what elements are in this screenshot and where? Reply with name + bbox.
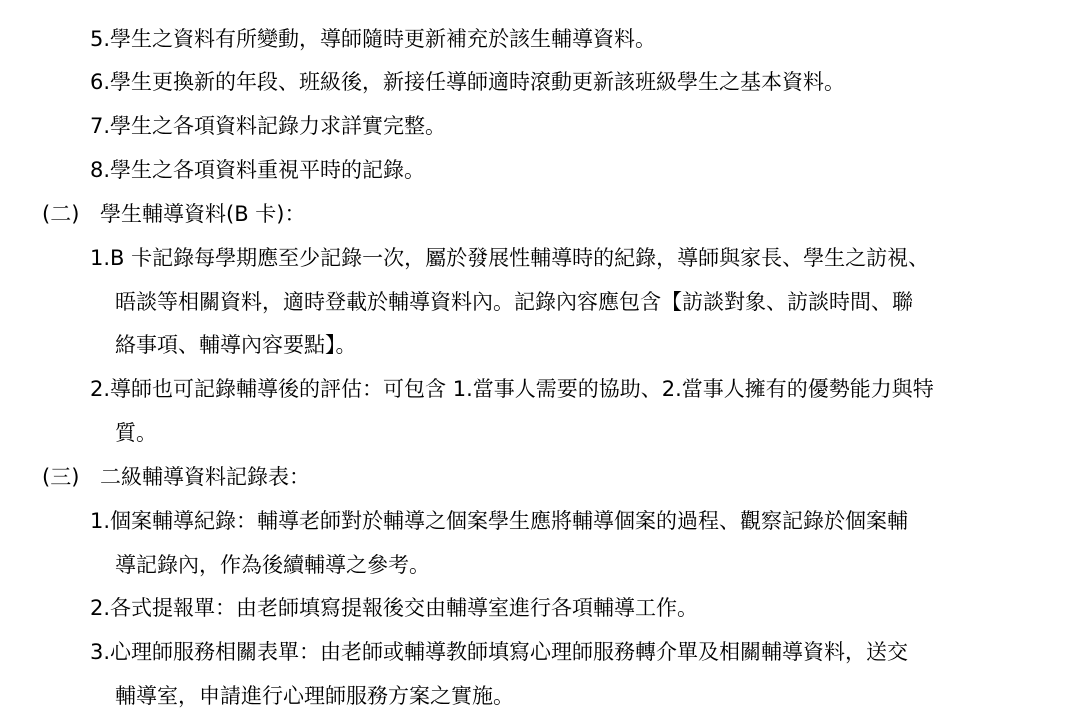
item-number: 8. xyxy=(90,158,111,182)
list-item xyxy=(90,506,908,536)
item-text: 學生之各項資料重視平時的記錄。 xyxy=(110,158,426,182)
section-title: 學生輔導資料(B 卡)： xyxy=(100,202,306,226)
item-number: 2. xyxy=(90,596,111,620)
item-continuation: 絡事項、輔導內容要點】。 xyxy=(115,333,357,357)
list-item xyxy=(90,111,446,141)
item-number: 3. xyxy=(90,640,111,664)
section-heading xyxy=(42,462,310,492)
list-item xyxy=(90,155,425,185)
item-text: 學生之資料有所變動，導師隨時更新補充於該生輔導資料。 xyxy=(110,27,657,51)
item-text-line: B 卡記錄每學期應至少記錄一次，屬於發展性輔導時的紀錄，導師與家長、學生之訪視、 xyxy=(110,246,930,270)
list-item xyxy=(90,24,656,54)
item-number: 7. xyxy=(90,114,111,138)
item-number: 1. xyxy=(90,246,111,270)
section-number: (二) xyxy=(42,202,80,226)
item-text-line: 各式提報單：由老師填寫提報後交由輔導室進行各項輔導工作。 xyxy=(110,596,699,620)
item-continuation: 質。 xyxy=(115,421,157,445)
item-number: 6. xyxy=(90,70,111,94)
item-continuation: 導記錄內，作為後續輔導之參考。 xyxy=(115,553,430,577)
item-text-line: 導師也可記錄輔導後的評估：可包含 1.當事人需要的協助、2.當事人擁有的優勢能力與特 xyxy=(110,377,934,401)
section-title: 二級輔導資料記錄表： xyxy=(100,465,310,489)
section-heading xyxy=(42,199,305,229)
item-text: 學生更換新的年段、班級後，新接任導師適時滾動更新該班級學生之基本資料。 xyxy=(110,70,846,94)
item-number: 1. xyxy=(90,509,111,533)
item-continuation: 晤談等相關資料，適時登載於輔導資料內。記錄內容應包含【訪談對象、訪談時間、聯 xyxy=(115,290,913,314)
list-item xyxy=(90,374,934,404)
item-number: 2. xyxy=(90,377,111,401)
item-text-line: 心理師服務相關表單：由老師或輔導教師填寫心理師服務轉介單及相關輔導資料，送交 xyxy=(110,640,909,664)
item-continuation: 輔導室，申請進行心理師服務方案之實施。 xyxy=(115,684,514,708)
item-text-line: 個案輔導紀錄：輔導老師對於輔導之個案學生應將輔導個案的過程、觀察記錄於個案輔 xyxy=(110,509,909,533)
list-item xyxy=(90,593,698,623)
list-item xyxy=(90,67,845,97)
item-number: 5. xyxy=(90,27,111,51)
list-item xyxy=(90,637,908,667)
item-text: 學生之各項資料記錄力求詳實完整。 xyxy=(110,114,447,138)
list-item xyxy=(90,243,929,273)
section-number: (三) xyxy=(42,465,80,489)
